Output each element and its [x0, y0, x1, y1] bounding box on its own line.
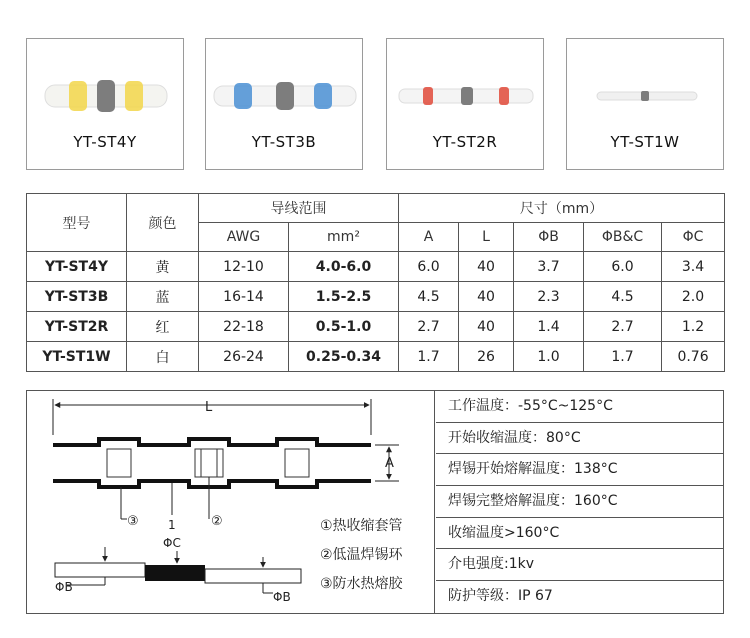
- table-row: [27, 252, 725, 282]
- cell-mm2: 0.5-1.0: [289, 312, 399, 342]
- cell-color: 白: [127, 342, 199, 372]
- property-item: 工作温度：-55°C~125°C: [436, 391, 723, 423]
- cell-color: 红: [127, 312, 199, 342]
- cell-a: 6.0: [399, 252, 459, 282]
- cell-mm2: 4.0-6.0: [289, 252, 399, 282]
- cell-l: 40: [459, 282, 514, 312]
- cell-phic: 2.0: [662, 282, 725, 312]
- header-color: 颜色: [127, 194, 199, 252]
- callout-3: ③: [127, 514, 139, 529]
- table-row: [27, 282, 725, 312]
- callout-1: 1: [168, 518, 176, 532]
- cell-phic: 0.76: [662, 342, 725, 372]
- cell-phic: 3.4: [662, 252, 725, 282]
- header-phibc: ΦB&C: [584, 223, 662, 252]
- header-l: L: [459, 223, 514, 252]
- legend-item: ①热收缩套管: [320, 518, 403, 534]
- cell-phib: 2.3: [514, 282, 584, 312]
- header-phic: ΦC: [662, 223, 725, 252]
- table-row: [27, 342, 725, 372]
- property-item: 收缩温度>160°C: [436, 518, 723, 550]
- cell-color: 黄: [127, 252, 199, 282]
- sleeve-red-image: [387, 67, 545, 123]
- table-row: [27, 312, 725, 342]
- product-card: [205, 38, 363, 170]
- property-item: 开始收缩温度：80°C: [436, 423, 723, 455]
- cell-model: YT-ST2R: [27, 312, 127, 342]
- legend-item: ②低温焊锡环: [320, 547, 403, 563]
- header-a: A: [399, 223, 459, 252]
- header-mm2: mm²: [289, 223, 399, 252]
- properties-list: [436, 391, 723, 613]
- product-card: [386, 38, 544, 170]
- bottom-panel: [26, 390, 724, 614]
- cell-awg: 26-24: [199, 342, 289, 372]
- cell-phibc: 1.7: [584, 342, 662, 372]
- cell-l: 26: [459, 342, 514, 372]
- header-model: 型号: [27, 194, 127, 252]
- cell-mm2: 0.25-0.34: [289, 342, 399, 372]
- property-item: 介电强度:1kv: [436, 549, 723, 581]
- label-b-right: ΦB: [273, 590, 291, 604]
- cell-phib: 1.4: [514, 312, 584, 342]
- cell-model: YT-ST3B: [27, 282, 127, 312]
- sleeve-blue-image: [206, 67, 364, 123]
- cell-phib: 1.0: [514, 342, 584, 372]
- cell-l: 40: [459, 312, 514, 342]
- product-model: YT-ST2R: [432, 133, 498, 151]
- header-awg: AWG: [199, 223, 289, 252]
- cell-color: 蓝: [127, 282, 199, 312]
- header-phib: ΦB: [514, 223, 584, 252]
- dimension-diagram: [27, 391, 435, 613]
- header-size: 尺寸（mm）: [399, 194, 725, 223]
- header-wire-range: 导线范围: [199, 194, 399, 223]
- product-model: YT-ST4Y: [73, 133, 137, 151]
- label-c: ΦC: [163, 536, 181, 550]
- cell-phibc: 4.5: [584, 282, 662, 312]
- property-item: 焊锡完整熔解温度：160°C: [436, 486, 723, 518]
- cell-model: YT-ST4Y: [27, 252, 127, 282]
- cell-awg: 16-14: [199, 282, 289, 312]
- cell-a: 1.7: [399, 342, 459, 372]
- product-card: [566, 38, 724, 170]
- callout-2: ②: [211, 514, 223, 529]
- cell-awg: 22-18: [199, 312, 289, 342]
- cell-mm2: 1.5-2.5: [289, 282, 399, 312]
- property-item: 焊锡开始熔解温度：138°C: [436, 454, 723, 486]
- legend-item: ③防水热熔胶: [320, 576, 403, 592]
- sleeve-yellow-image: [27, 67, 185, 123]
- product-card: [26, 38, 184, 170]
- spec-table: [26, 193, 725, 372]
- product-model: YT-ST3B: [251, 133, 317, 151]
- label-l: L: [205, 400, 213, 415]
- cell-awg: 12-10: [199, 252, 289, 282]
- cell-l: 40: [459, 252, 514, 282]
- cell-a: 2.7: [399, 312, 459, 342]
- label-a: A: [385, 456, 394, 471]
- cell-phic: 1.2: [662, 312, 725, 342]
- cell-model: YT-ST1W: [27, 342, 127, 372]
- cell-a: 4.5: [399, 282, 459, 312]
- product-model: YT-ST1W: [610, 133, 680, 151]
- property-item: 防护等级：IP 67: [448, 588, 553, 605]
- sleeve-white-image: [567, 67, 725, 123]
- cell-phibc: 2.7: [584, 312, 662, 342]
- label-b-left: ΦB: [55, 580, 73, 594]
- cell-phib: 3.7: [514, 252, 584, 282]
- cell-phibc: 6.0: [584, 252, 662, 282]
